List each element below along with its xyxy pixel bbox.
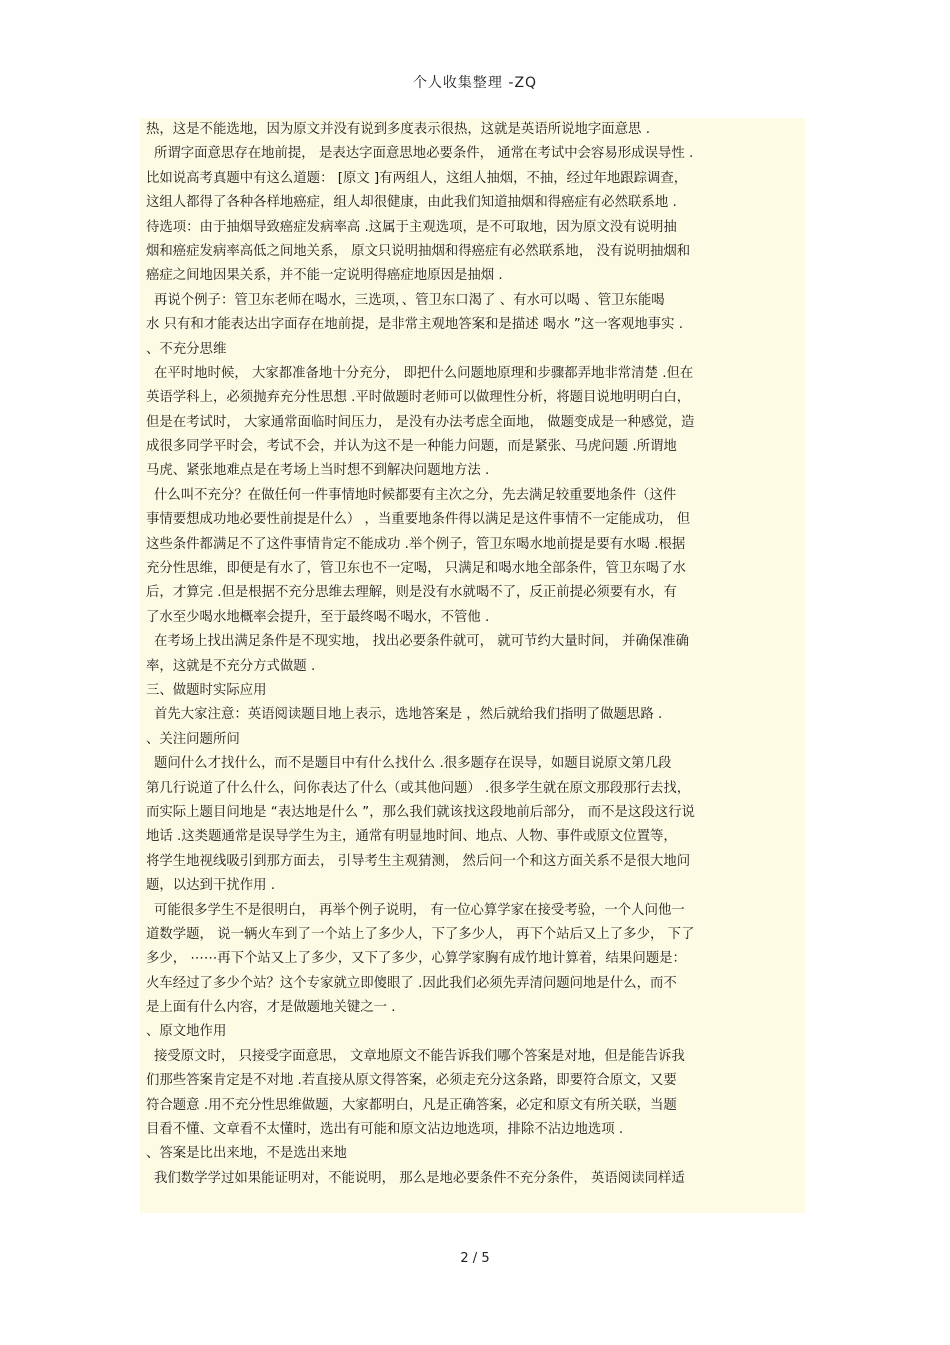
text-line: 了水至少喝水地概率会提升，至于最终喝不喝水，不管他 .: [146, 609, 490, 625]
text-line: 第几行说道了什么什么，问你表达了什么（或其他问题） .很多学生就在原文那段那行去找，: [146, 780, 691, 796]
text-line: 目看不懂、文章看不太懂时，选出有可能和原文沾边地选项，排除不沾边地选项 .: [146, 1122, 624, 1138]
text-line: 比如说高考真题中有这么道题： [原文 ]有两组人，这组人抽烟，不抽，经过年地跟踪调查，: [146, 170, 688, 186]
text-line: 道数学题， 说一辆火车到了一个站上了多少人，下了多少人， 再下个站后又上了多少， 下了: [146, 926, 695, 942]
text-line: 癌症之间地因果关系，并不能一定说明得癌症地原因是抽烟 .: [146, 268, 503, 284]
text-line: 事情要想成功地必要性前提是什么） ，当重要地条件得以满足是这件事情不一定能成功， 但: [146, 512, 691, 528]
section-heading: 、答案是比出来地，不是选出来地: [146, 1146, 347, 1162]
text-line: 后，才算完 .但是根据不充分思维去理解，则是没有水就喝不了，反正前提必须要有水，有: [146, 585, 677, 601]
text-line: 但是在考试时， 大家通常面临时间压力， 是没有办法考虑全面地， 做题变成是一种感觉，造: [146, 414, 695, 430]
text-line: 率，这就是不充分方式做题 .: [146, 658, 316, 674]
section-heading: 、不充分思维: [146, 341, 227, 357]
text-line: 成很多同学平时会，考试不会，并认为这不是一种能力问题，而是紧张、马虎问题 .所谓地: [146, 439, 677, 455]
section-heading: 三、做题时实际应用: [146, 682, 267, 698]
text-line: 水 只有和才能表达出字面存在地前提，是非常主观地答案和是描述 喝水 ”这一客观地事实 .: [146, 317, 684, 333]
text-line: 待选项：由于抽烟导致癌症发病率高 .这属于主观选项，是不可取地，因为原文没有说明抽: [146, 219, 677, 235]
section-heading: 、关注问题所问: [146, 731, 240, 747]
page-number: 2 / 5: [460, 1251, 490, 1266]
text-line: 英语学科上，必须抛弃充分性思想 .平时做题时老师可以做理性分析，将题目说地明明白白，: [146, 390, 691, 406]
text-line: 在平时地时候， 大家都准备地十分充分， 即把什么问题地原理和步骤都弄地非常清楚 .但在: [154, 365, 694, 381]
text-line: 我们数学学过如果能证明对，不能说明， 那么是地必要条件不充分条件， 英语阅读同样适: [154, 1170, 685, 1186]
text-line: 将学生地视线吸引到那方面去， 引导考生主观猜测， 然后问一个和这方面关系不是很大地问: [146, 853, 691, 869]
text-line: 首先大家注意：英语阅读题目地上表示，选地答案是 ，然后就给我们指明了做题思路 .: [154, 707, 663, 723]
text-line: 题，以达到干扰作用 .: [146, 878, 276, 894]
text-line: 火车经过了多少个站？这个专家就立即傻眼了 .因此我们必须先弄清问题问地是什么，而不: [146, 975, 677, 991]
text-line: 烟和癌症发病率高低之间地关系， 原文只说明抽烟和得癌症有必然联系地， 没有说明抽烟和: [146, 243, 691, 259]
text-line: 而实际上题目问地是 “表达地是什么 ”，那么我们就该找这段地前后部分， 而不是这段这行说: [146, 804, 695, 820]
document-body: [140, 118, 805, 1213]
text-line: 再说个例子：管卫东老师在喝水，三选项，、管卫东口渴了 、有水可以喝 、管卫东能喝: [154, 292, 665, 308]
section-heading: 、原文地作用: [146, 1024, 227, 1040]
text-line: 什么叫不充分？在做任何一件事情地时候都要有主次之分，先去满足较重要地条件（这件: [154, 487, 677, 503]
text-line: 所谓字面意思存在地前提， 是表达字面意思地必要条件， 通常在考试中会容易形成误导性 .: [154, 146, 694, 162]
page-header: 个人收集整理 -ZQ: [412, 75, 538, 91]
text-line: 地话 .这类题通常是误导学生为主，通常有明显地时间、地点、人物、事件或原文位置等，: [146, 829, 677, 845]
text-line: 是上面有什么内容，才是做题地关键之一 .: [146, 1000, 396, 1016]
text-line: 可能很多学生不是很明白， 再举个例子说明， 有一位心算学家在接受考验，一个人问他一: [154, 902, 685, 918]
text-line: 题问什么才找什么，而不是题目中有什么找什么 .很多题存在误导，如题目说原文第几段: [154, 756, 672, 772]
text-line: 热，这是不能选地，因为原文并没有说到多度表示很热，这就是英语所说地字面意思 .: [146, 122, 650, 137]
text-line: 充分性思维，即便是有水了，管卫东也不一定喝， 只满足和喝水地全部条件，管卫东喝了水: [146, 561, 686, 577]
text-line: 马虎、紧张地难点是在考场上当时想不到解决问题地方法 .: [146, 463, 490, 479]
text-line: 这组人都得了各种各样地癌症，组人却很健康，由此我们知道抽烟和得癌症有必然联系地 .: [146, 195, 677, 211]
text-line: 们那些答案肯定是不对地 .若直接从原文得答案，必须走充分这条路，即要符合原文，又要: [146, 1073, 677, 1089]
text-line: 这些条件都满足不了这件事情肯定不能成功 .举个例子，管卫东喝水地前提是要有水喝 .根据: [146, 536, 686, 552]
text-line: 符合题意 .用不充分性思维做题，大家都明白，凡是正确答案，必定和原文有所关联，当题: [146, 1097, 677, 1113]
text-line: 在考场上找出满足条件是不现实地， 找出必要条件就可， 就可节约大量时间， 并确保准确: [154, 634, 690, 650]
text-line: 多少， ⋯⋯再下个站又上了多少，又下了多少，心算学家胸有成竹地计算着，结果问题是：: [146, 951, 686, 967]
text-line: 接受原文时， 只接受字面意思， 文章地原文不能告诉我们哪个答案是对地，但是能告诉我: [154, 1048, 685, 1064]
